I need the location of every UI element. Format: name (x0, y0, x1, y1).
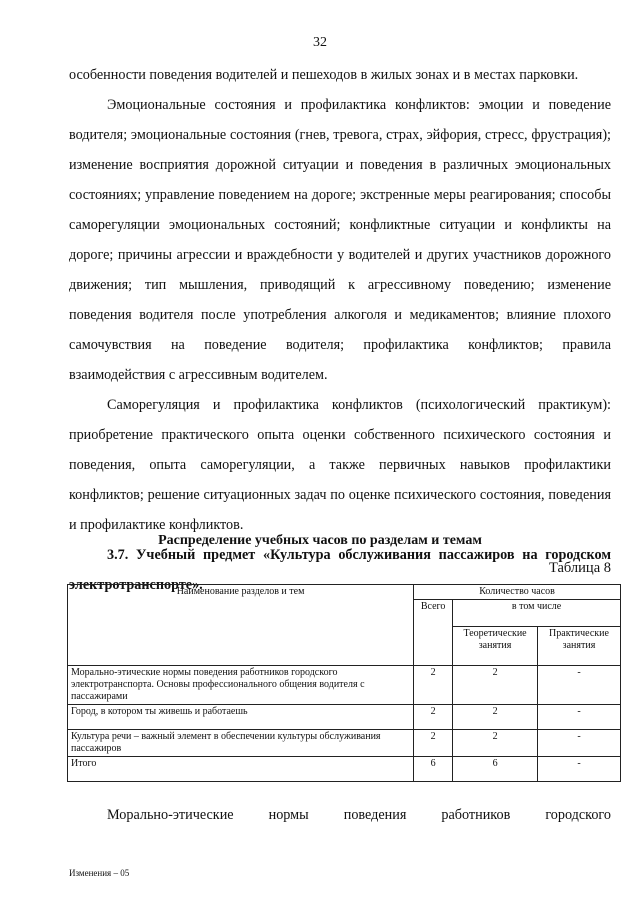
body-text (69, 60, 611, 600)
header-name: Наименование разделов и тем (68, 585, 414, 666)
table-row (68, 705, 621, 730)
row-practice: - (538, 757, 621, 782)
table-subtitle: Распределение учебных часов по разделам и темам (158, 533, 482, 548)
row-theory: 6 (453, 757, 538, 782)
row-practice: - (538, 730, 621, 757)
row-total: 6 (414, 757, 453, 782)
row-name: Морально-этические нормы поведения работников городского электротранспорта. Основы профессионального общения водителя с пассажирами (68, 666, 414, 705)
table-row (68, 666, 621, 705)
footer-revision: Изменения – 05 (69, 868, 130, 878)
table-row-total (68, 757, 621, 782)
section-heading: 3.7. Учебный предмет «Культура обслуживания пассажиров на городском электротранспорте». (69, 547, 611, 593)
header-hours: Количество часов (414, 585, 621, 600)
row-theory: 2 (453, 705, 538, 730)
header-total: Всего (414, 600, 453, 666)
row-theory: 2 (453, 666, 538, 705)
header-including: в том числе (453, 600, 621, 627)
row-theory: 2 (453, 730, 538, 757)
paragraph-continuation: особенности поведения водителей и пешеходов в жилых зонах и в местах парковки. (69, 67, 579, 83)
row-practice: - (538, 705, 621, 730)
paragraph-self-regulation: Саморегуляция и профилактика конфликтов (психологический практикум): приобретение практического опыта оценки собственного психического состояния и поведения, опыта саморегуляции, а также первичных навыков профилактики конфликтов; решение ситуационных задач по оценке психического состояния, поведения и профилактике конфликтов. (69, 397, 611, 533)
page-number: 32 (313, 35, 327, 50)
row-total: 2 (414, 730, 453, 757)
row-name: Город, в котором ты живешь и работаешь (68, 705, 414, 730)
header-theory: Теоретические занятия (453, 627, 538, 666)
row-name: Итого (68, 757, 414, 782)
paragraph-emotions: Эмоциональные состояния и профилактика конфликтов: эмоции и поведение водителя; эмоциональные состояния (гнев, тревога, страх, эйфория, стресс, фрустрация); изменение восприятия дорожной ситуации и поведения в различных эмоциональных состояниях; управление поведением на дороге; экстренные меры реагирования; способы саморегуляции эмоциональных состояний; конфликтные ситуации и конфликты на дороге; причины агрессии и враждебности у водителей и других участников дорожного движения; тип мышления, приводящий к агрессивному поведению; изменение поведения водителя после употребления алкоголя и медикаментов; влияние плохого самочувствия на поведение водителя; профилактика конфликтов; правила взаимодействия с агрессивным водителем. (69, 97, 611, 383)
row-name: Культура речи – важный элемент в обеспечении культуры обслуживания пассажиров (68, 730, 414, 757)
row-total: 2 (414, 666, 453, 705)
row-total: 2 (414, 705, 453, 730)
row-practice: - (538, 666, 621, 705)
hours-table (67, 584, 621, 782)
header-practice: Практические занятия (538, 627, 621, 666)
table-label: Таблица 8 (548, 560, 611, 576)
paragraph-trailing: Морально-этические нормы поведения работников городского (107, 807, 611, 823)
table-row (68, 730, 621, 757)
